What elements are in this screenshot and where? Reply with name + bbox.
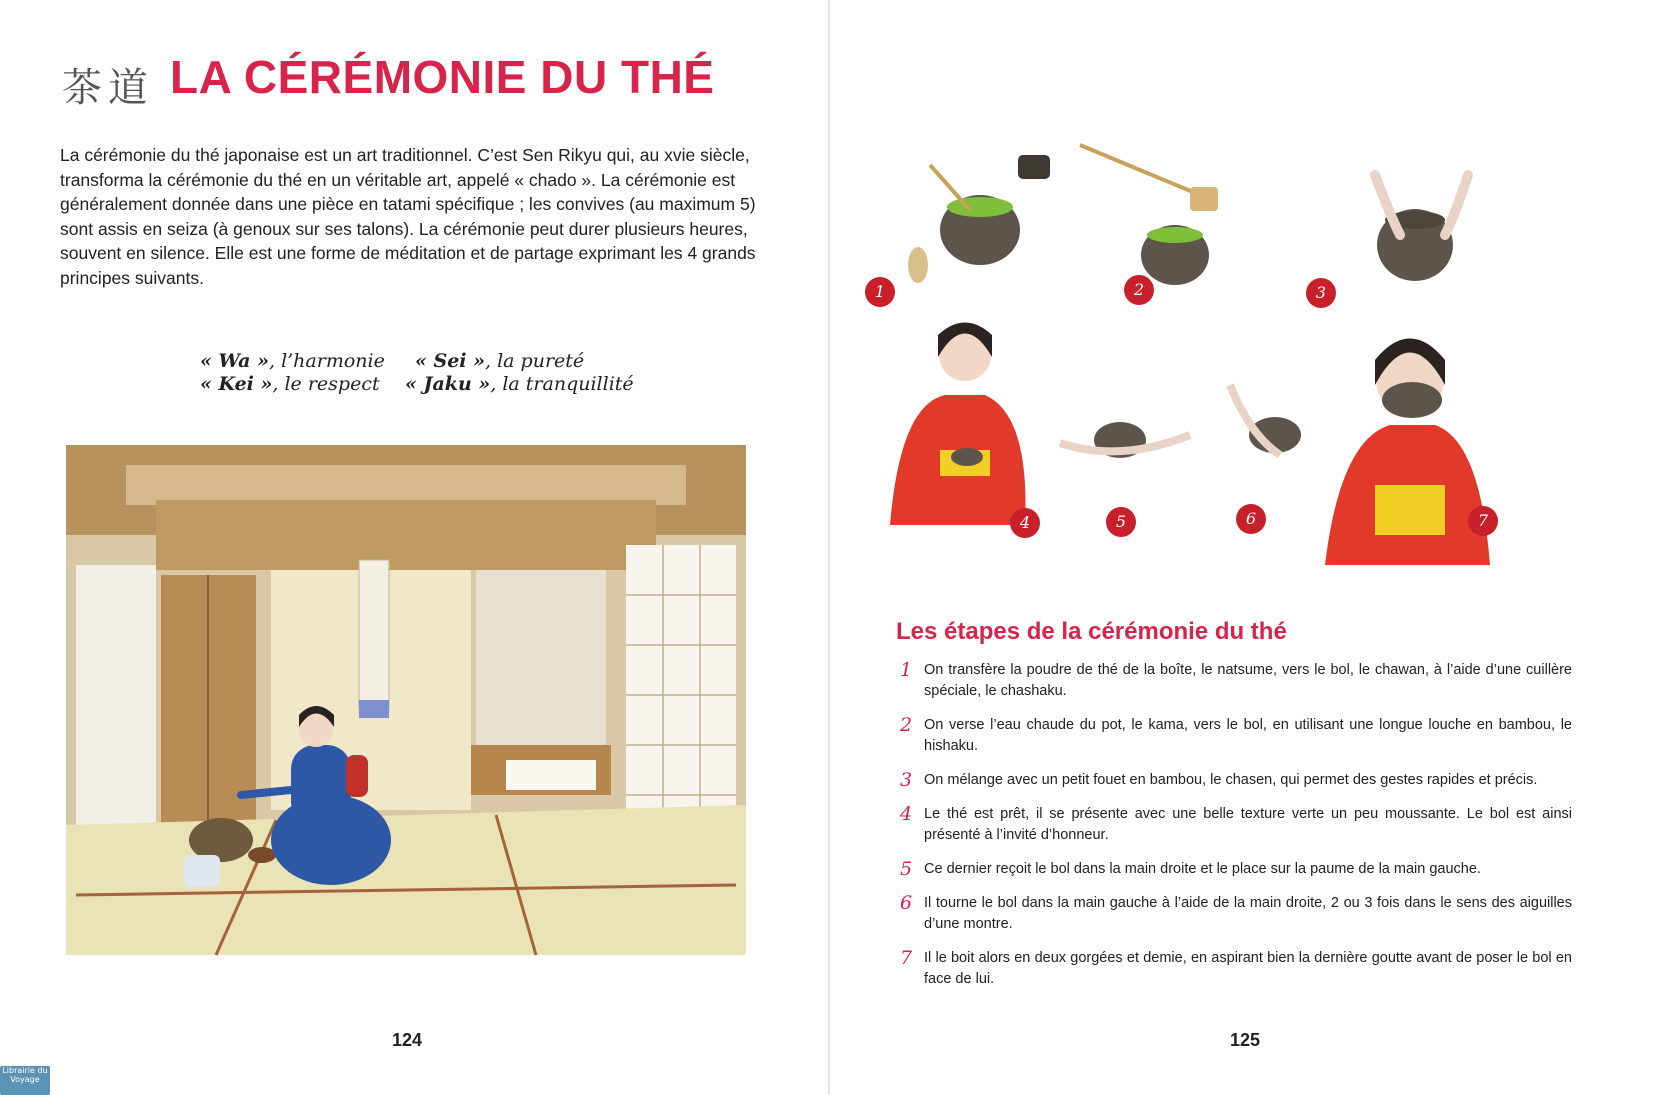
step-item-5 [900, 859, 1572, 880]
step-text: Il le boit alors en deux gorgées et demie, en aspirant bien la dernière goutte avant de poser le bol en face de lui. [924, 950, 1572, 987]
step-item-2 [900, 715, 1572, 757]
step-text: Le thé est prêt, il se présente avec une belle texture verte un peu moussante. Le bol est ainsi présenté à l’invité d’honneur. [924, 806, 1572, 843]
step-item-3 [900, 770, 1572, 791]
step-text: Ce dernier reçoit le bol dans la main droite et le place sur la paume de la main gauche. [924, 861, 1481, 877]
step-number: 7 [900, 947, 913, 969]
step-badge-5: 5 [1106, 507, 1136, 537]
step-badge-3: 3 [1306, 278, 1336, 308]
steps-title: Les étapes de la cérémonie du thé [896, 618, 1287, 645]
right-page [830, 0, 1659, 1095]
step-badge-6: 6 [1236, 504, 1266, 534]
step-item-6 [900, 893, 1572, 935]
step-text: On transfère la poudre de thé de la boîte, le natsume, vers le bol, le chawan, à l’aide d’une cuillère spéciale, le chashaku. [924, 662, 1572, 699]
step-item-4 [900, 804, 1572, 846]
step-number: 4 [900, 803, 913, 825]
step-item-7 [900, 948, 1572, 990]
principle-word: « Sei » [415, 350, 486, 372]
principle-sei [415, 350, 584, 372]
step-number: 1 [900, 659, 913, 681]
principle-meaning: , la tranquillité [490, 373, 634, 395]
step-badge-4: 4 [1010, 508, 1040, 538]
page-number-left: 124 [392, 1030, 423, 1050]
steps-list [900, 660, 1572, 990]
step-item-1 [900, 660, 1572, 702]
step-number: 3 [900, 769, 913, 791]
step-number: 5 [900, 858, 913, 880]
step-number: 2 [900, 714, 913, 736]
step-badge-7: 7 [1468, 506, 1498, 536]
principle-word: « Kei » [200, 373, 273, 395]
title-kanji: 茶道 [62, 65, 154, 111]
principle-kei [200, 373, 380, 395]
left-page [0, 0, 828, 1095]
tea-room-illustration [66, 445, 746, 985]
principle-meaning: , la pureté [485, 350, 585, 372]
step-text: On verse l’eau chaude du pot, le kama, vers le bol, en utilisant une longue louche en bambou, le hishaku. [924, 717, 1572, 754]
page-title: LA CÉRÉMONIE DU THÉ [170, 51, 715, 103]
principle-meaning: , l’harmonie [268, 350, 385, 372]
principle-meaning: , le respect [272, 373, 380, 395]
intro-paragraph [60, 143, 765, 290]
principle-wa [200, 350, 385, 372]
step-badge-2: 2 [1124, 275, 1154, 305]
step-badge-1: 1 [865, 277, 895, 307]
principle-word: « Jaku » [405, 373, 491, 395]
step-number: 6 [900, 892, 913, 914]
page-number-right: 125 [1230, 1030, 1261, 1050]
step-text: On mélange avec un petit fouet en bambou, le chasen, qui permet des gestes rapides et précis. [924, 772, 1538, 788]
watermark-logo: Librairie du Voyage [0, 1066, 50, 1095]
intro-text: La cérémonie du thé japonaise est un art traditionnel. C’est Sen Rikyu qui, au xvie siècle, transforma la cérémonie du thé en un véritable art, appelé « chado ». La cérémonie est généralement donnée dans une pièce en tatami spécifique ; les convives (au maximum 5) sont assis en seiza (à genoux sur ses talons). La cérémonie peut durer plusieurs heures, souvent en silence. Elle est une forme de méditation et de partage exprimant les 4 grands principes suivants. [60, 145, 756, 288]
principle-jaku [405, 373, 634, 395]
step-text: Il tourne le bol dans la main gauche à l’aide de la main droite, 2 ou 3 fois dans le sens des aiguilles d’une montre. [924, 895, 1572, 932]
principle-word: « Wa » [200, 350, 269, 372]
